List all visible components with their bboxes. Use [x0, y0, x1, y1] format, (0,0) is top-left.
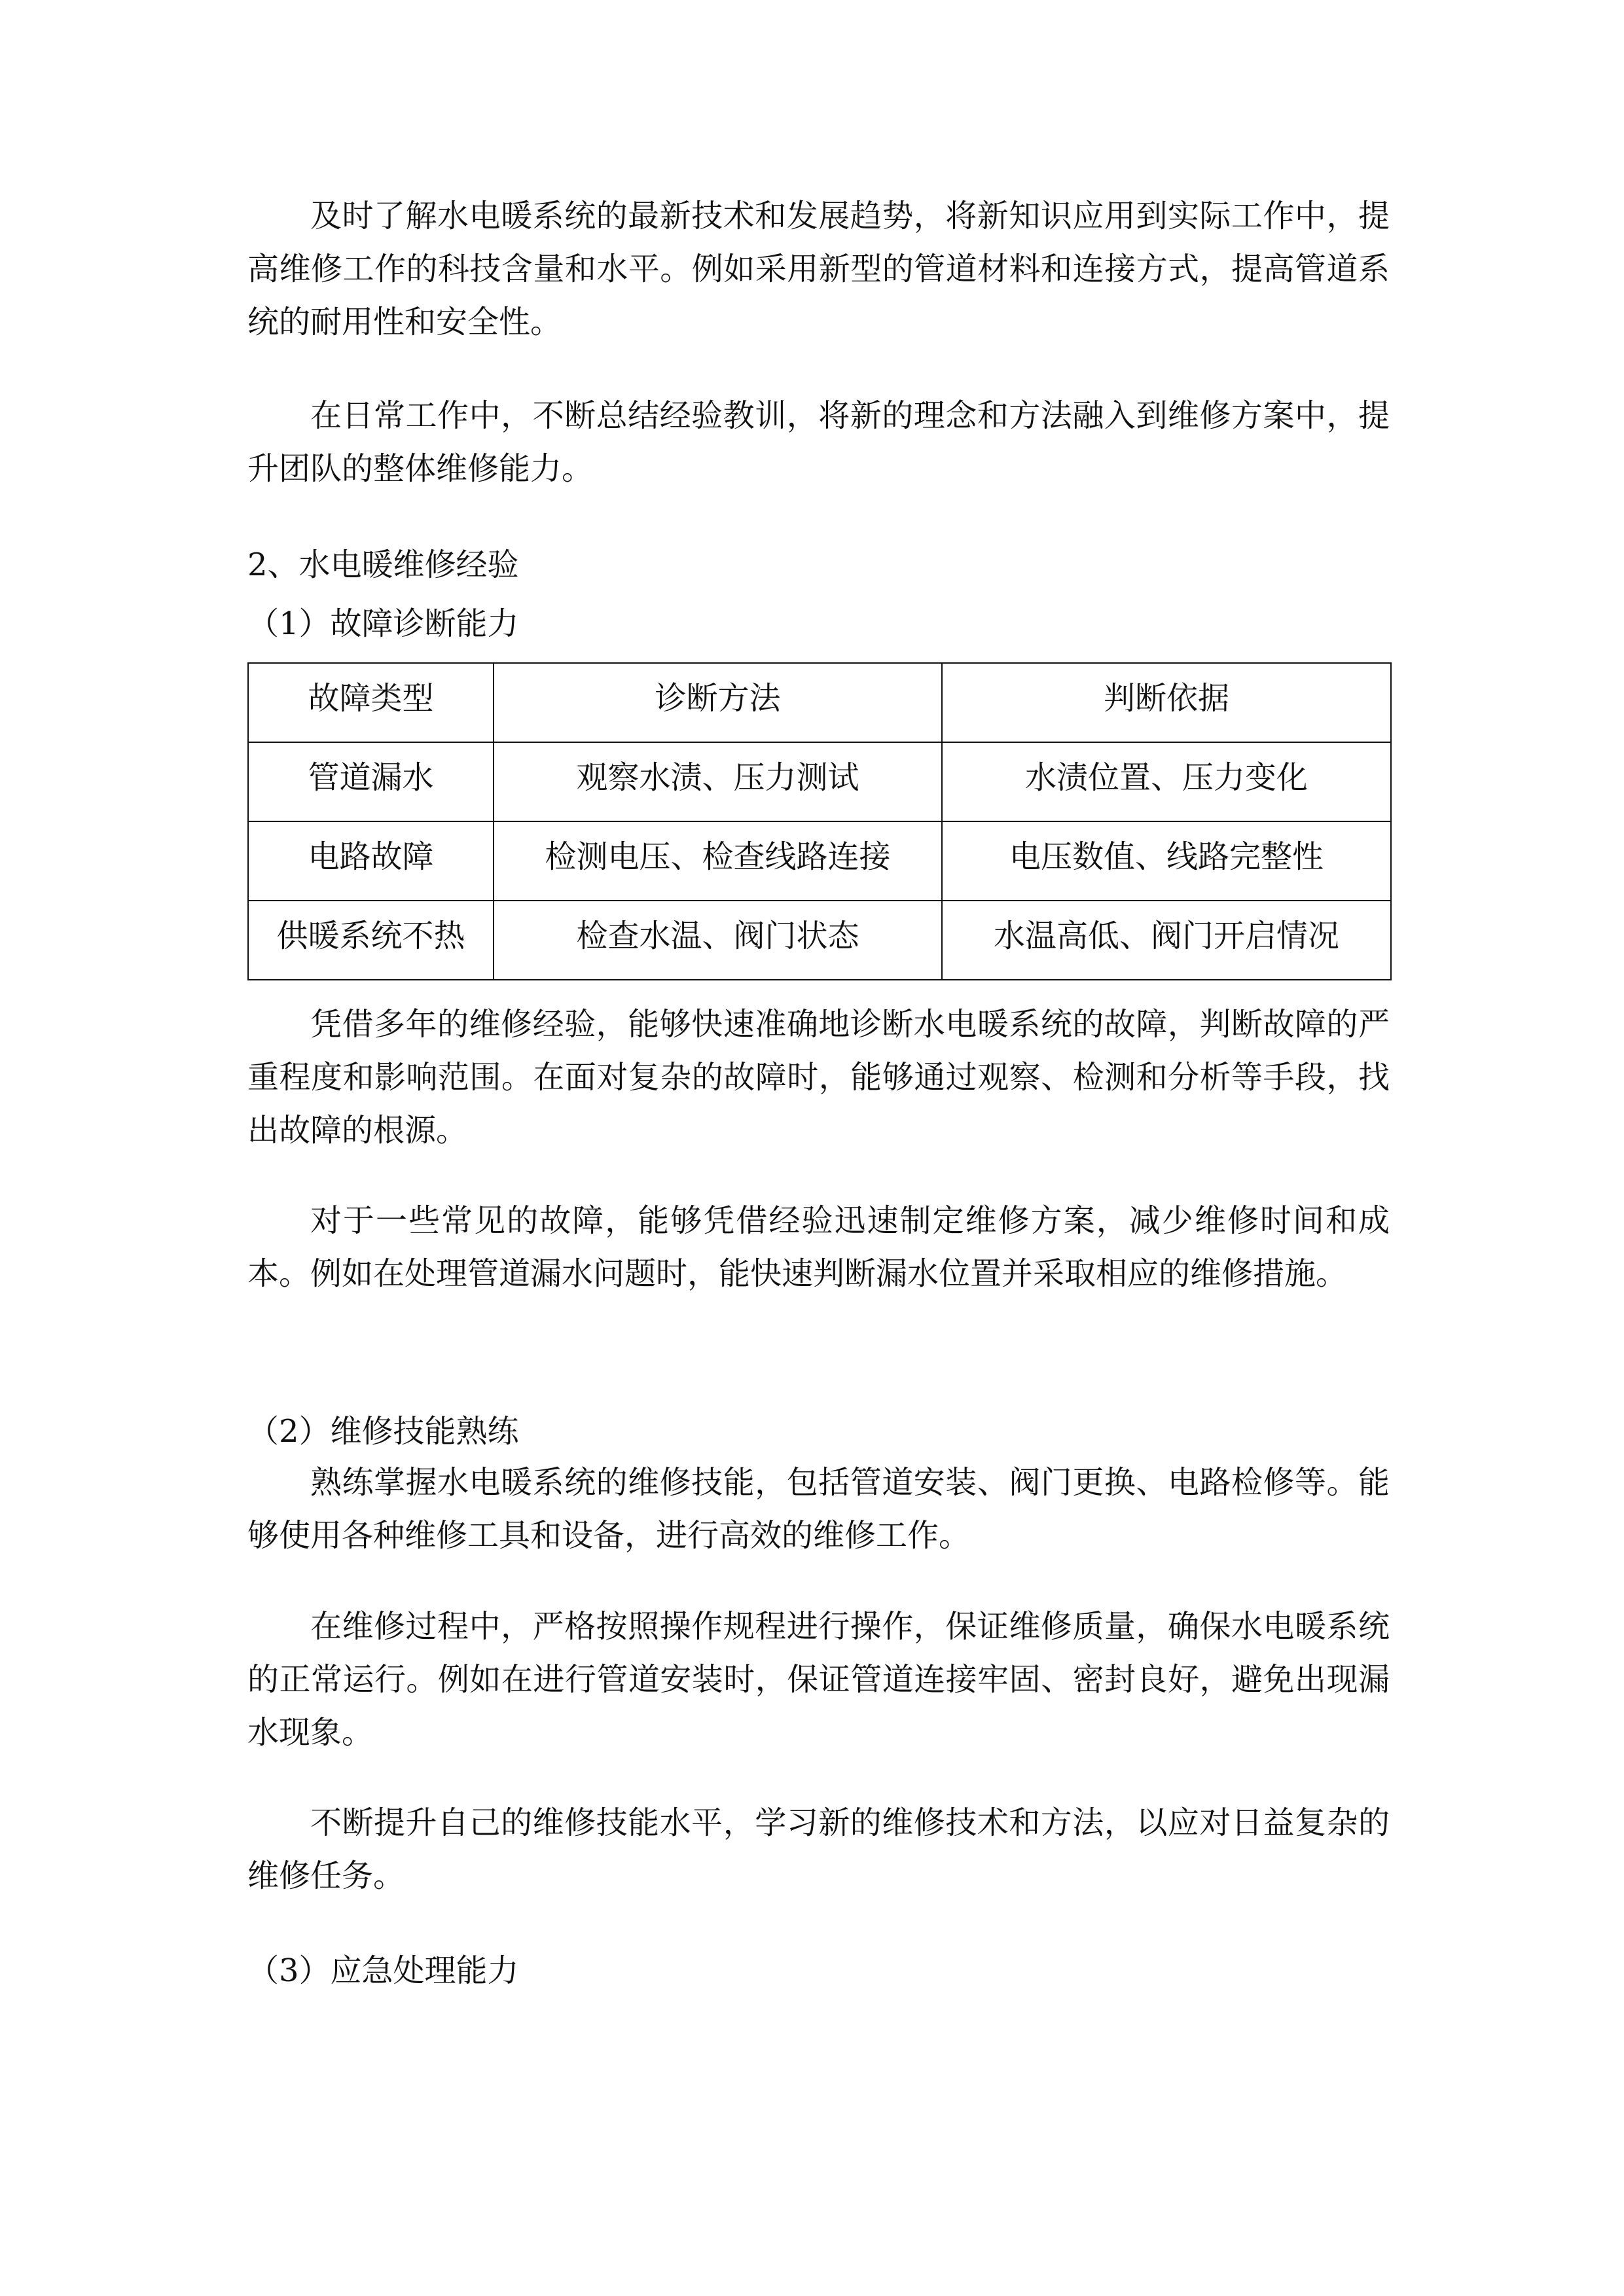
table-row	[248, 821, 1391, 901]
paragraph-skills-mastery: 熟练掌握水电暖系统的维修技能，包括管道安装、阀门更换、电路检修等。能够使用各种维修工具和设备，进行高效的维修工作。	[247, 1464, 1390, 1554]
table-row	[248, 901, 1391, 980]
table-cell: 管道漏水	[248, 742, 494, 821]
table-header-row	[248, 663, 1391, 742]
section-heading-repair-experience: 2、水电暖维修经验	[247, 547, 519, 583]
paragraph-operating-procedures: 在维修过程中，严格按照操作规程进行操作，保证维修质量，确保水电暖系统的正常运行。例如在进行管道安装时，保证管道连接牢固、密封良好，避免出现漏水现象。	[247, 1608, 1390, 1751]
paragraph-daily-summary: 在日常工作中，不断总结经验教训，将新的理念和方法融入到维修方案中，提升团队的整体维修能力。	[247, 397, 1390, 487]
table-row	[248, 742, 1391, 821]
table-cell: 观察水渍、压力测试	[494, 742, 942, 821]
fault-diagnosis-table	[247, 662, 1392, 980]
table-header-cell: 判断依据	[942, 663, 1391, 742]
subheading-emergency-handling: （3）应急处理能力	[247, 1952, 519, 1989]
paragraph-skill-improvement: 不断提升自己的维修技能水平，学习新的维修技术和方法，以应对日益复杂的维修任务。	[247, 1804, 1390, 1894]
subheading-fault-diagnosis: （1）故障诊断能力	[247, 605, 519, 642]
table-header-cell: 诊断方法	[494, 663, 942, 742]
table-cell: 电压数值、线路完整性	[942, 821, 1391, 901]
subheading-repair-skills: （2）维修技能熟练	[247, 1413, 519, 1450]
table-cell: 电路故障	[248, 821, 494, 901]
paragraph-new-tech: 及时了解水电暖系统的最新技术和发展趋势，将新知识应用到实际工作中，提高维修工作的科技含量和水平。例如采用新型的管道材料和连接方式，提高管道系统的耐用性和安全性。	[247, 198, 1390, 340]
table-cell: 检测电压、检查线路连接	[494, 821, 942, 901]
paragraph-diagnosis-experience: 凭借多年的维修经验，能够快速准确地诊断水电暖系统的故障，判断故障的严重程度和影响范围。在面对复杂的故障时，能够通过观察、检测和分析等手段，找出故障的根源。	[247, 1006, 1390, 1149]
table-cell: 水温高低、阀门开启情况	[942, 901, 1391, 980]
table-cell: 检查水温、阀门状态	[494, 901, 942, 980]
paragraph-common-faults: 对于一些常见的故障，能够凭借经验迅速制定维修方案，减少维修时间和成本。例如在处理管道漏水问题时，能快速判断漏水位置并采取相应的维修措施。	[247, 1202, 1390, 1292]
table-cell: 水渍位置、压力变化	[942, 742, 1391, 821]
table-header-cell: 故障类型	[248, 663, 494, 742]
table-cell: 供暖系统不热	[248, 901, 494, 980]
